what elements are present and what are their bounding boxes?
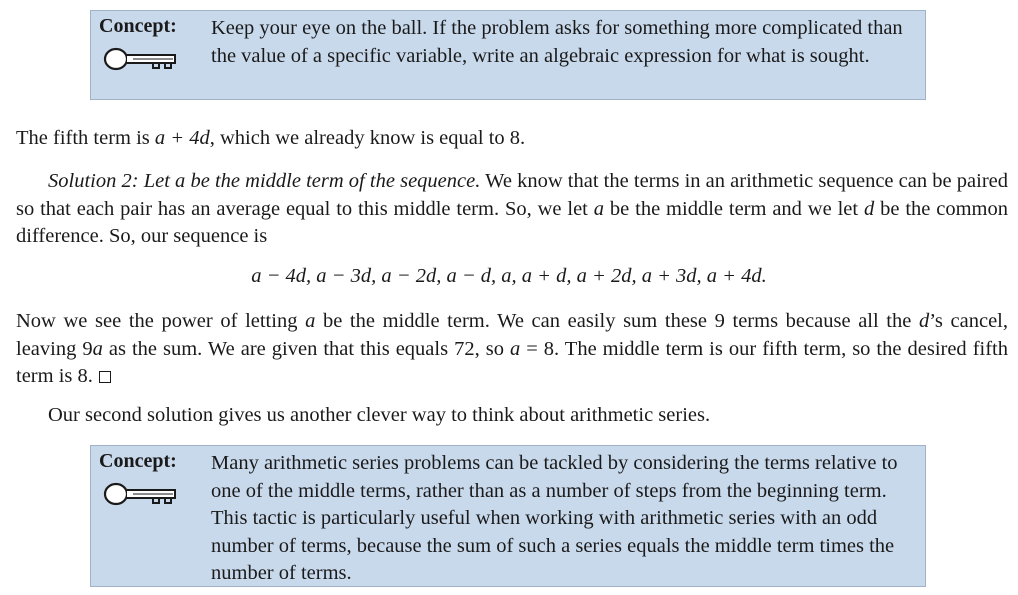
key-icon: [103, 46, 183, 72]
concept-box-2: [90, 445, 926, 587]
text: , which we already know is equal to 8.: [209, 127, 526, 149]
text: be the middle term. We can easily sum these 9 terms because all the: [315, 310, 919, 332]
concept-box-1: [90, 10, 926, 100]
text: The fifth term is: [16, 127, 155, 149]
math-var: a: [92, 337, 103, 360]
paragraph-fifth-term: [16, 125, 1008, 153]
concept-label: Concept:: [99, 450, 177, 472]
math-var: d: [918, 310, 930, 332]
key-icon: [103, 481, 183, 507]
paragraph-power-of-middle-term: [16, 308, 1008, 391]
text: Now we see the power of letting: [16, 310, 306, 332]
paragraph-second-solution: Our second solution gives us another clever way to think about arithmetic series.: [48, 404, 711, 426]
text: We know that the terms in an arithmetic sequence can be paired so that each pair has an average equal to this middle term. So, we let: [16, 170, 1008, 220]
math-var: a: [593, 197, 605, 220]
math-var: a: [509, 337, 521, 360]
sequence-equation: a − 4d, a − 3d, a − 2d, a − d, a, a + d, a + 2d, a + 3d, a + 4d.: [251, 265, 767, 287]
math-expression: a + 4d: [154, 127, 210, 149]
text: ’s cancel, leaving 9: [16, 310, 1009, 360]
concept-label: Concept:: [99, 15, 177, 37]
concept-text: Keep your eye on the ball. If the problem asks for something more complicated than the value of a specific variable, write an algebraic expression for what is sought.: [211, 17, 903, 67]
text: be the common difference. So, our sequence is: [16, 197, 1008, 247]
math-var: d: [863, 197, 875, 220]
math-var: a: [305, 310, 316, 332]
concept-text: Many arithmetic series problems can be tackled by considering the terms relative to one of the middle terms, rather than as a number of steps from the beginning term. This tactic is particularly useful when working with arithmetic series with an odd number of terms, because the sum of such a series equals the middle term times the number of terms.: [211, 452, 898, 584]
solution-heading: Solution 2: Let a be the middle term of the sequence.: [48, 170, 481, 192]
text: = 8. The middle term is our fifth term, so the desired fifth term is 8.: [16, 337, 1008, 387]
text: be the middle term and we let: [604, 197, 864, 220]
paragraph-solution-2: [16, 168, 1008, 251]
text: as the sum. We are given that this equals 72, so: [102, 337, 510, 360]
qed-square-icon: [99, 371, 111, 383]
